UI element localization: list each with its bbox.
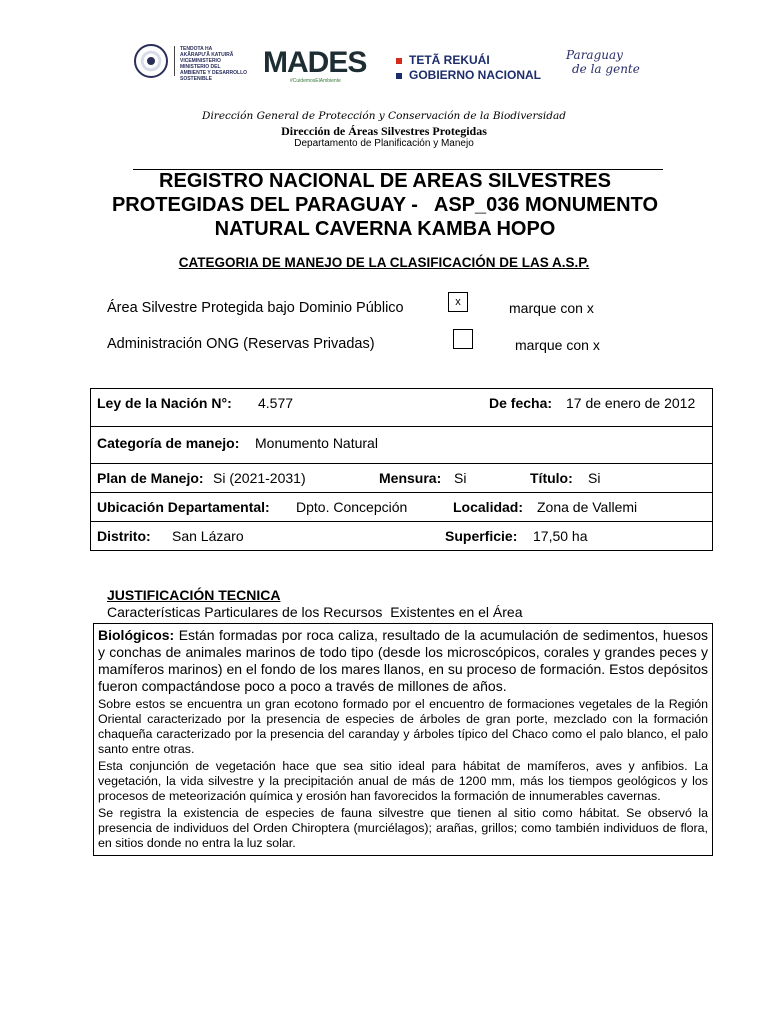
gobierno-nacional-logo — [396, 53, 541, 83]
localidad-value: Zona de Vallemi — [537, 499, 638, 515]
justificacion-subheading: Características Particulares de los Recursos Existentes en el Área — [107, 604, 523, 620]
flag-red-icon — [396, 58, 402, 64]
option-ong-checkbox[interactable] — [453, 329, 473, 349]
ubicacion-label: Ubicación Departamental: — [97, 499, 270, 515]
law-row-categoria — [91, 426, 712, 463]
distrito-value: San Lázaro — [172, 528, 244, 544]
slogan-line-1: Paraguay — [566, 48, 623, 62]
departamento: Departamento de Planificación y Manejo — [294, 138, 474, 149]
biologicos-paragraph: Esta conjunción de vegetación hace que sea sitio ideal para hábitat de mamíferos, aves y anfibios. La vegetación, la vida silvestre y la precipitación anual de más de 1200 mm, más los tiempos geológicos y los procesos de meteorización química y erosión han favorecidos la formación de innumerables cavernas. — [98, 759, 708, 803]
slogan-line-2: de la gente — [572, 62, 640, 76]
law-row-ley — [91, 389, 712, 426]
law-row-plan — [91, 463, 712, 492]
mades-logo: MADES — [263, 46, 367, 79]
ministry-line: AMBIENTE Y DESARROLLO — [180, 70, 248, 76]
ley-label: Ley de la Nación N°: — [97, 395, 232, 411]
titulo-value: Si — [588, 470, 601, 486]
option-dominio-publico-checkbox[interactable]: x — [448, 292, 468, 312]
law-row-distrito — [91, 521, 712, 550]
ministry-line: AKÃRAPU'Ã KATUIRÃ — [180, 52, 234, 58]
biologicos-paragraph: Sobre estos se encuentra un gran ecotono formado por el encuentro de formaciones vegetales de la Región Oriental caracterizado por la presencia de especies de árboles de gran porte, mezclado con la formación chaqueña caracterizado por la presencia del caranday y árboles típico del Chaco como el palo blanco, el palo santo entre otras. — [98, 697, 708, 756]
page-title — [100, 169, 670, 241]
titulo-label: Título: — [530, 470, 573, 486]
mades-tagline: #CuidemosElAmbiente — [290, 78, 341, 84]
national-seal-icon — [134, 44, 168, 78]
categoria-label: Categoría de manejo: — [97, 435, 240, 451]
ministry-line: SOSTENIBLE — [180, 76, 212, 82]
gov-line-1: TETÃ REKUÁI — [409, 53, 490, 67]
categoria-value: Monumento Natural — [255, 435, 378, 451]
option-dominio-publico-label: Área Silvestre Protegida bajo Dominio Público — [107, 300, 404, 316]
ubicacion-value: Dpto. Concepción — [296, 499, 408, 515]
option-dominio-publico-instruction: marque con x — [509, 300, 594, 316]
biologicos-label: Biológicos: — [98, 627, 175, 643]
law-info-table — [90, 388, 713, 551]
biologicos-box — [93, 623, 713, 856]
biologicos-intro — [98, 627, 708, 695]
title-line-2: PROTEGIDAS DEL PARAGUAY - ASP_036 MONUMENTO — [111, 194, 659, 216]
superficie-label: Superficie: — [445, 528, 518, 544]
law-row-ubicacion — [91, 492, 712, 521]
logo-divider — [174, 46, 175, 76]
gov-line-2: GOBIERNO NACIONAL — [409, 68, 541, 82]
ministry-logo-text — [180, 46, 260, 82]
direccion-general: Dirección General de Protección y Conservación de la Biodiversidad — [202, 110, 566, 122]
ministry-line: VICEMINISTERIO — [180, 58, 221, 64]
title-line-3: NATURAL CAVERNA KAMBA HOPO — [214, 218, 556, 240]
ministry-line: MINISTERIO DEL — [180, 64, 221, 70]
fecha-value: 17 de enero de 2012 — [566, 395, 696, 411]
title-line-1: REGISTRO NACIONAL DE AREAS SILVESTRES — [159, 170, 611, 192]
mensura-label: Mensura: — [379, 470, 442, 486]
justificacion-heading: JUSTIFICACIÓN TECNICA — [107, 587, 281, 603]
biologicos-paragraph: Se registra la existencia de especies de fauna silvestre que tienen al sitio como hábitat. Se observó la presencia de individuos del Orden Chiroptera (murciélagos); arañas, grillos; como también individuos de flora, en sitios donde no entra la luz solar. — [98, 806, 708, 850]
localidad-label: Localidad: — [453, 499, 524, 515]
category-heading: CATEGORIA DE MANEJO DE LA CLASIFICACIÓN DE LAS A.S.P. — [178, 255, 590, 270]
plan-label: Plan de Manejo: — [97, 470, 204, 486]
mensura-value: Si — [454, 470, 467, 486]
ley-value: 4.577 — [258, 395, 294, 411]
header-logo-bar — [120, 40, 650, 98]
superficie-value: 17,50 ha — [533, 528, 588, 544]
option-ong-instruction: marque con x — [515, 337, 600, 353]
paraguay-de-la-gente-logo — [566, 48, 646, 76]
direccion-asp: Dirección de Áreas Silvestres Protegidas — [281, 124, 487, 138]
fecha-label: De fecha: — [489, 395, 553, 411]
option-ong-label: Administración ONG (Reservas Privadas) — [107, 336, 375, 352]
plan-value: Si (2021-2031) — [213, 470, 306, 486]
ministry-line: TENDOTA HA — [180, 46, 213, 52]
biologicos-text: Están formadas por roca caliza, resultado de la acumulación de sedimentos, huesos y conchas de animales marinos de todo tipo (desde los microscópicos, corales y grandes peces y mamíferos marinos) en el fondo de los mares llanos, en su proceso de formación. Estos depósitos fueron compactándose poco a poco a través de millones de años. — [98, 627, 708, 694]
flag-blue-icon — [396, 73, 402, 79]
distrito-label: Distrito: — [97, 528, 151, 544]
